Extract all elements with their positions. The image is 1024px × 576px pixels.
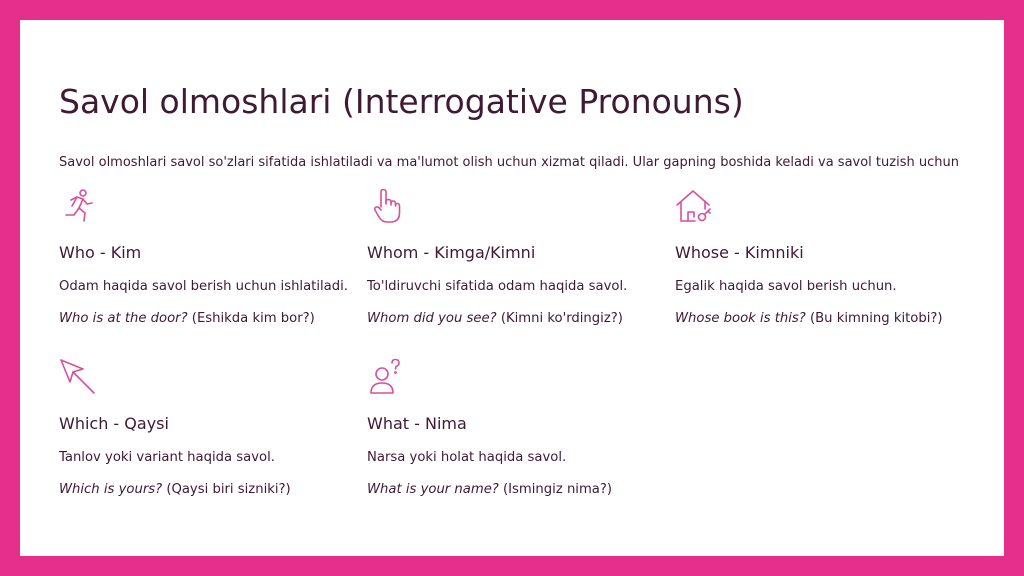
- example-translation: (Ismingiz nima?): [503, 482, 613, 497]
- house-key-icon: [675, 187, 713, 225]
- card-example: [59, 309, 315, 329]
- card-heading: Whose - Kimniki: [675, 243, 804, 262]
- card-description: Tanlov yoki variant haqida savol.: [59, 450, 275, 465]
- card-heading: Who - Kim: [59, 243, 142, 262]
- pointing-hand-icon: [367, 187, 405, 225]
- example-english: Who is at the door?: [59, 311, 188, 326]
- card-example: [59, 480, 291, 500]
- card-description: Egalik haqida savol berish uchun.: [675, 279, 897, 294]
- running-person-icon: [59, 187, 97, 225]
- example-translation: (Kimni ko'rdingiz?): [500, 311, 623, 326]
- example-translation: (Bu kimning kitobi?): [809, 311, 943, 326]
- card-example: [367, 309, 623, 329]
- example-english: Whom did you see?: [367, 311, 497, 326]
- example-english: Which is yours?: [59, 482, 163, 497]
- card-heading: Whom - Kimga/Kimni: [367, 243, 536, 262]
- cursor-arrow-icon: [59, 358, 97, 396]
- card-description: Odam haqida savol berish uchun ishlatiladi.: [59, 279, 348, 294]
- example-translation: (Eshikda kim bor?): [191, 311, 315, 326]
- example-english: Whose book is this?: [675, 311, 806, 326]
- card-example: [367, 480, 612, 500]
- intro-text: Savol olmoshlari savol so'zlari sifatida ishlatiladi va ma'lumot olish uchun xizmat qiladi. Ular gapning boshida keladi va savol tuzish uchun: [59, 155, 959, 170]
- card-heading: Which - Qaysi: [59, 414, 169, 433]
- example-english: What is your name?: [367, 482, 499, 497]
- slide: [20, 20, 1004, 556]
- card-description: Narsa yoki holat haqida savol.: [367, 450, 567, 465]
- card-description: To'ldiruvchi sifatida odam haqida savol.: [367, 279, 628, 294]
- example-translation: (Qaysi biri sizniki?): [166, 482, 291, 497]
- person-question-icon: [367, 358, 405, 396]
- card-heading: What - Nima: [367, 414, 467, 433]
- page-title: Savol olmoshlari (Interrogative Pronouns): [59, 82, 744, 121]
- card-example: [675, 309, 943, 329]
